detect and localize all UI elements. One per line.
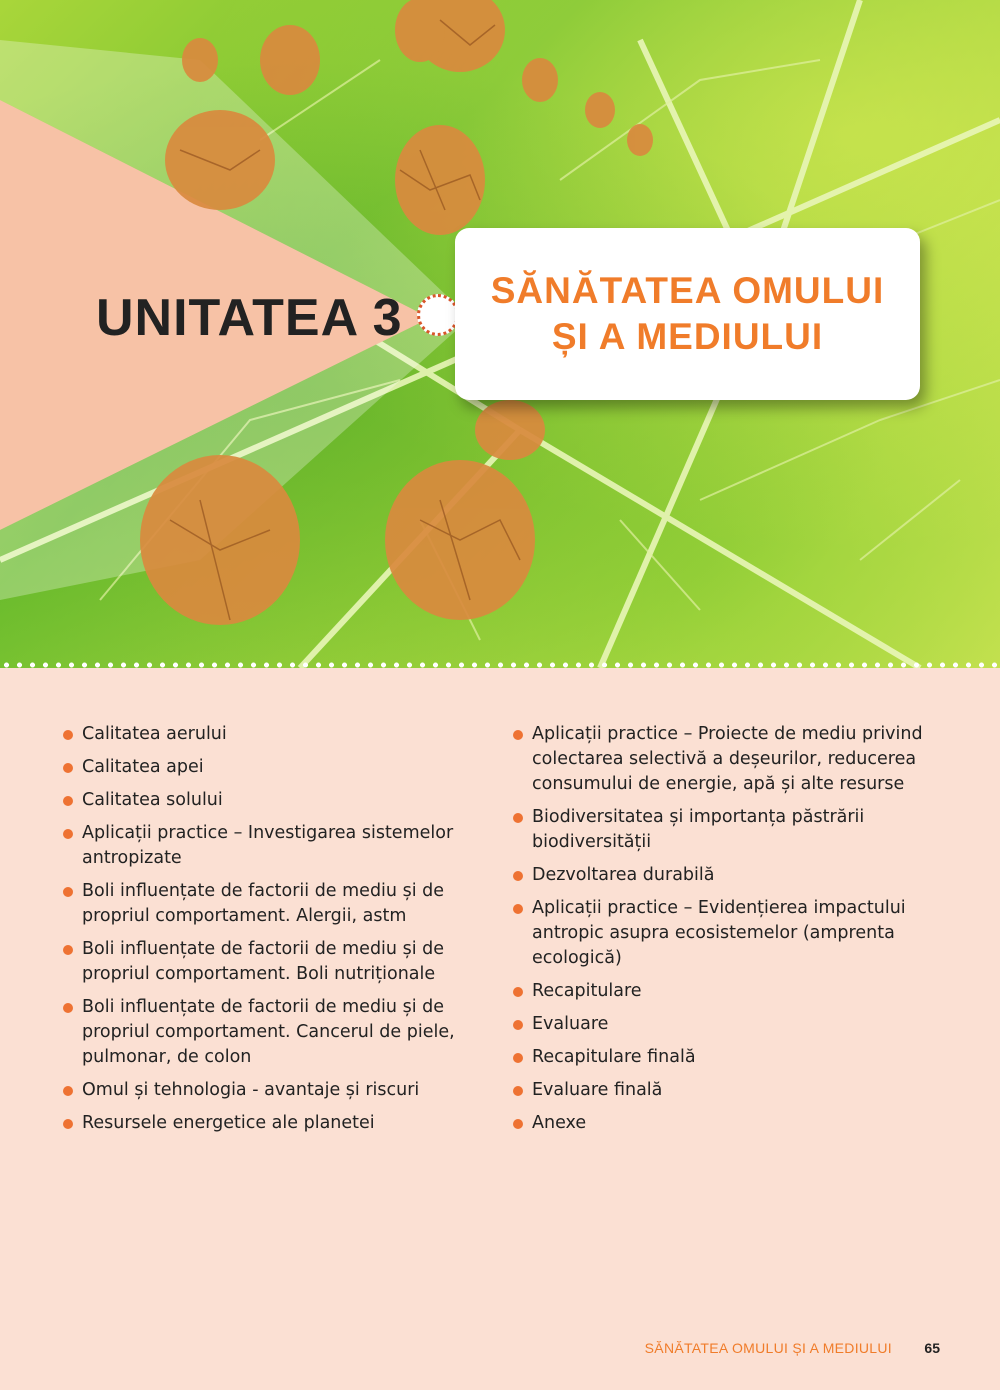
toc-item: Anexe: [512, 1111, 932, 1136]
bullet-icon: [63, 796, 73, 806]
toc-item: Omul și tehnologia - avantaje și riscuri: [62, 1078, 482, 1103]
title-line-1: SĂNĂTATEA OMULUI: [490, 270, 885, 311]
hero-image: [0, 0, 1000, 668]
title-line-2: ȘI A MEDIULUI: [551, 316, 824, 357]
toc-item: Boli influențate de factorii de mediu și de propriul comportament. Alergii, astm: [62, 879, 482, 929]
toc-item: Calitatea solului: [62, 788, 482, 813]
title-connector: [417, 294, 459, 336]
toc-item: Boli influențate de factorii de mediu și de propriul comportament. Cancerul de piele, pulmonar, de colon: [62, 995, 482, 1070]
dotted-divider: [0, 660, 1000, 670]
toc-item: Calitatea apei: [62, 755, 482, 780]
bullet-icon: [63, 1003, 73, 1013]
title-box: [455, 228, 920, 400]
toc-item: Dezvoltarea durabilă: [512, 863, 932, 888]
toc-item: Aplicații practice – Proiecte de mediu privind colectarea selectivă a deșeurilor, reducerea consumului de energie, apă și alte resurse: [512, 722, 932, 797]
toc-item: Boli influențate de factorii de mediu și de propriul comportament. Boli nutriționale: [62, 937, 482, 987]
bullet-icon: [513, 1020, 523, 1030]
unit-title: UNITATEA 3: [96, 289, 403, 347]
toc-item: Aplicații practice – Investigarea sistemelor antropizate: [62, 821, 482, 871]
footer-title: SĂNĂTATEA OMULUI ȘI A MEDIULUI: [644, 1340, 892, 1356]
bullet-icon: [513, 813, 523, 823]
toc-right-column: [512, 722, 932, 1144]
toc-item: Resursele energetice ale planetei: [62, 1111, 482, 1136]
toc-item: Calitatea aerului: [62, 722, 482, 747]
bullet-icon: [63, 763, 73, 773]
bullet-icon: [513, 987, 523, 997]
toc-item: Evaluare finală: [512, 1078, 932, 1103]
bullet-icon: [513, 730, 523, 740]
toc-item: Recapitulare finală: [512, 1045, 932, 1070]
bullet-icon: [513, 871, 523, 881]
bullet-icon: [63, 887, 73, 897]
bullet-icon: [63, 1119, 73, 1129]
page-number: 65: [924, 1340, 940, 1356]
toc-item: Biodiversitatea și importanța păstrării biodiversității: [512, 805, 932, 855]
bullet-icon: [63, 1086, 73, 1096]
bullet-icon: [513, 1119, 523, 1129]
bullet-icon: [513, 904, 523, 914]
toc-item: Evaluare: [512, 1012, 932, 1037]
toc-item: Aplicații practice – Evidențierea impactului antropic asupra ecosistemelor (amprenta ecologică): [512, 896, 932, 971]
page-footer: [0, 1340, 1000, 1360]
bullet-icon: [63, 829, 73, 839]
toc-item: Recapitulare: [512, 979, 932, 1004]
bullet-icon: [513, 1053, 523, 1063]
toc-left-column: [62, 722, 482, 1144]
bullet-icon: [63, 730, 73, 740]
bullet-icon: [63, 945, 73, 955]
bullet-icon: [513, 1086, 523, 1096]
